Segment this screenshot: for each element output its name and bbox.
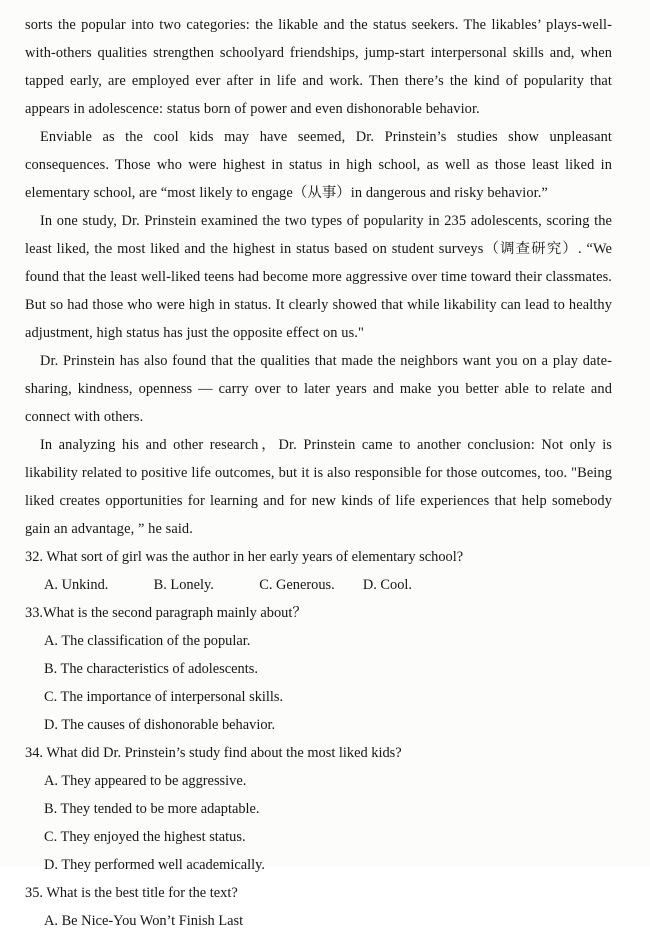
- question-35-option-a: A. Be Nice-You Won’t Finish Last: [44, 913, 244, 929]
- question-33-option-d: D. The causes of dishonorable behavior.: [44, 717, 276, 733]
- reading-passage: [25, 11, 612, 543]
- question-35-prompt: 35. What is the best title for the text?: [25, 885, 238, 901]
- question-32-option-c: C. Generous.: [259, 577, 335, 593]
- passage-paragraph-5: In analyzing his and other research，Dr. Prinstein came to another conclusion: Not only is likability related to positive life outcomes, but it is also responsible for those outcomes, too. "Being liked creates opportunities for learning and for new kinds of life experiences that help somebody gain an advantage, ” he said.: [25, 437, 612, 537]
- question-34-option-b: B. They tended to be more adaptable.: [44, 801, 260, 817]
- question-32-option-d: D. Cool.: [362, 577, 413, 593]
- passage-paragraph-3: In one study, Dr. Prinstein examined the two types of popularity in 235 adolescents, scoring the least liked, the most liked and the highest in status based on student surveys（调查研究）. “We found that the least well-liked teens had become more aggressive over time toward their classmates. But so had those who were high in status. It clearly showed that while likability can lead to healthy adjustment, high status has just the opposite effect on us.": [25, 213, 612, 341]
- question-34-option-c: C. They enjoyed the highest status.: [44, 829, 246, 845]
- question-34-option-d: D. They performed well academically.: [44, 857, 265, 873]
- question-33-option-c: C. The importance of interpersonal skills.: [44, 689, 284, 705]
- question-32-option-a: A. Unkind.: [44, 577, 109, 593]
- passage-paragraph-4: Dr. Prinstein has also found that the qualities that made the neighbors want you on a play date-sharing, kindness, openness — carry over to later years and make you better able to relate and connect with others.: [25, 353, 612, 425]
- passage-paragraph-2: Enviable as the cool kids may have seemed, Dr. Prinstein’s studies show unpleasant consequences. Those who were highest in status in high school, as well as those least liked in elementary school, are “most likely to engage（从事）in dangerous and risky behavior.”: [25, 129, 612, 201]
- question-34-option-a: A. They appeared to be aggressive.: [44, 773, 247, 789]
- question-33-option-b: B. The characteristics of adolescents.: [44, 661, 258, 677]
- question-34-prompt: 34. What did Dr. Prinstein’s study find about the most liked kids?: [25, 745, 402, 761]
- questions-section: [25, 543, 612, 935]
- passage-paragraph-1: sorts the popular into two categories: the likable and the status seekers. The likables’ plays-well-with-others qualities strengthen schoolyard friendships, jump-start interpersonal skills and, when tapped early, are employed ever after in life and work. Then there’s the kind of popularity that appears in adolescence: status born of power and even dishonorable behavior.: [25, 17, 612, 117]
- question-32-prompt: 32. What sort of girl was the author in her early years of elementary school?: [25, 549, 464, 565]
- question-32-options: [25, 571, 612, 599]
- question-33-option-a: A. The classification of the popular.: [44, 633, 251, 649]
- question-33-prompt: 33.What is the second paragraph mainly about？: [25, 605, 307, 621]
- question-32-option-b: B. Lonely.: [153, 577, 214, 593]
